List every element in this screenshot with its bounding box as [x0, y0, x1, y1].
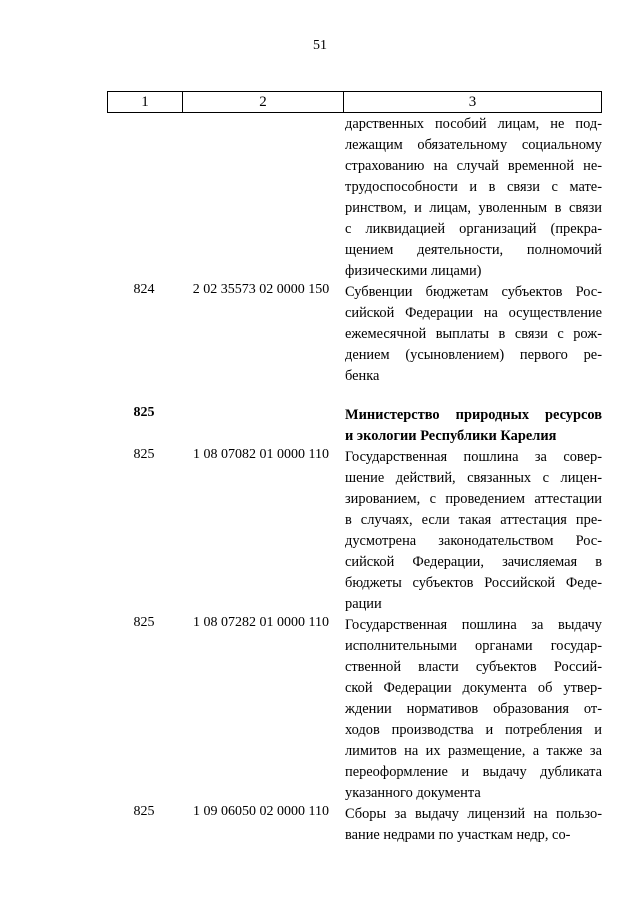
description-line: ждении нормативов образования от- [345, 701, 602, 717]
table-row [107, 447, 602, 615]
header-col-3: 3 [344, 92, 602, 113]
description-line: лимитов на их размещение, а также за [345, 743, 602, 759]
kbk-code: 1 08 07082 01 0000 110 [193, 447, 329, 462]
description-line: Государственная пошлина за совер- [345, 449, 602, 465]
table-row [107, 282, 602, 387]
row-gap [107, 387, 602, 405]
description [345, 615, 602, 804]
page-number: 51 [313, 38, 327, 53]
table-body [107, 114, 602, 846]
description-line: бенка [345, 368, 380, 384]
description-line: в случаях, если такая аттестация пре- [345, 512, 602, 528]
description-line: Сборы за выдачу лицензий на пользо- [345, 806, 602, 822]
description-line: вание недрами по участкам недр, со- [345, 827, 571, 843]
description [345, 804, 602, 846]
kbk-code: 2 02 35573 02 0000 150 [192, 282, 330, 297]
description-line: физическими лицами) [345, 263, 482, 279]
description-line: Субвенции бюджетам субъектов Рос- [345, 284, 602, 300]
description [345, 447, 602, 615]
admin-code: 824 [133, 282, 155, 297]
description-line: зированием, с проведением аттестации [345, 491, 602, 507]
table-row [107, 615, 602, 804]
description-line: бюджеты субъектов Российской Феде- [345, 575, 602, 591]
description-line: ской Федерации документа об утвер- [345, 680, 602, 696]
description-line: Министерство природных ресурсов [345, 407, 602, 423]
table-row [107, 804, 602, 846]
description-line: шение действий, связанных с лицен- [345, 470, 602, 486]
description [345, 114, 602, 282]
description-line: ринством, и лицам, уволенным в связи [345, 200, 602, 216]
description-line: сийской Федерации, зачисляемая в [345, 554, 602, 570]
description-line: переоформление и выдачу дубликата [345, 764, 602, 780]
description-line: и экологии Республики Карелия [345, 428, 557, 444]
description [345, 405, 602, 447]
description-line: лежащим обязательному социальному [345, 137, 602, 153]
description-line: Государственная пошлина за выдачу [345, 617, 602, 633]
description-line: указанного документа [345, 785, 481, 801]
table-header [107, 91, 602, 113]
admin-code: 825 [133, 447, 155, 462]
description-line: сийской Федерации на осуществление [345, 305, 602, 321]
description-line: с ликвидацией организаций (прекра- [345, 221, 602, 237]
description-line: щением деятельности, полномочий [345, 242, 602, 258]
table-row [107, 114, 602, 282]
header-col-2: 2 [183, 92, 344, 113]
description [345, 282, 602, 387]
kbk-code: 1 09 06050 02 0000 110 [193, 804, 329, 819]
description-line: ственной власти субъектов Россий- [345, 659, 602, 675]
description-line: дением (усыновлением) первого ре- [345, 347, 602, 363]
description-line: трудоспособности и в связи с мате- [345, 179, 602, 195]
description-line: ходов производства и потребления и [345, 722, 602, 738]
admin-code: 825 [133, 615, 155, 630]
description-line: страхованию на случай временной не- [345, 158, 602, 174]
description-line: ежемесячной выплаты в связи с рож- [345, 326, 602, 342]
admin-code: 825 [133, 405, 155, 420]
header-col-1: 1 [108, 92, 183, 113]
description-line: дарственных пособий лицам, не под- [345, 116, 602, 132]
admin-code: 825 [133, 804, 155, 819]
kbk-code: 1 08 07282 01 0000 110 [193, 615, 329, 630]
table-row [107, 405, 602, 447]
description-line: рации [345, 596, 382, 612]
description-line: исполнительными органами государ- [345, 638, 602, 654]
description-line: дусмотрена законодательством Рос- [345, 533, 602, 549]
